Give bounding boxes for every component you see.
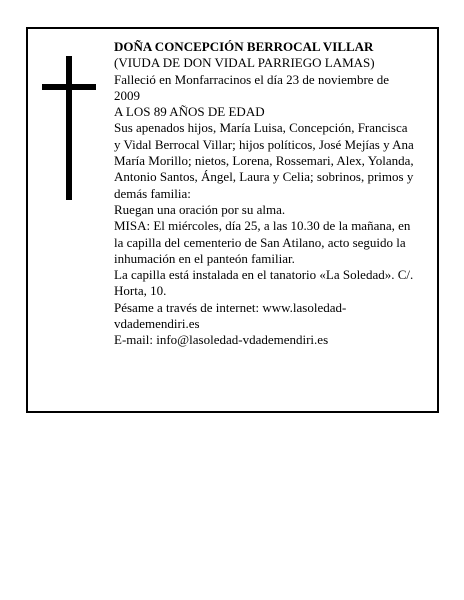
- obituary-notice: [26, 27, 439, 413]
- prayer-line: Ruegan una oración por su alma.: [114, 201, 286, 217]
- widow-of-line: (VIUDA DE DON VIDAL PARRIEGO LAMAS): [114, 55, 375, 71]
- cross-horizontal-bar: [42, 84, 96, 90]
- deceased-name: DOÑA CONCEPCIÓN BERROCAL VILLAR: [114, 39, 374, 54]
- cross-vertical-bar: [66, 56, 72, 200]
- notice-body: [114, 39, 416, 349]
- mass-paragraph: MISA: El miércoles, día 25, a las 10.30 de la mañana, en la capilla del cementerio de San Atilano, acto seguido la inhumación en el panteón familiar.: [114, 218, 411, 266]
- death-line: Falleció en Monfarracinos el día 23 de noviembre de 2009: [114, 71, 390, 103]
- email-line: E-mail: info@lasoledad-vdademendiri.es: [114, 332, 329, 348]
- family-paragraph: Sus apenados hijos, María Luisa, Concepción, Francisca y Vidal Berrocal Villar; hijos políticos, José Mejías y Ana María Morillo; nietos, Lorena, Rossemari, Alex, Yolanda, Antonio Santos, Ángel, Laura y Celia; sobrinos, primos y demás familia:: [114, 120, 414, 201]
- condolences-line: Pésame a través de internet: www.lasoledad-vdademendiri.es: [114, 299, 347, 332]
- age-line: A LOS 89 AÑOS DE EDAD: [114, 104, 265, 120]
- cross-icon: [42, 56, 96, 200]
- chapel-paragraph: La capilla está instalada en el tanatorio «La Soledad». C/. Horta, 10.: [114, 267, 414, 299]
